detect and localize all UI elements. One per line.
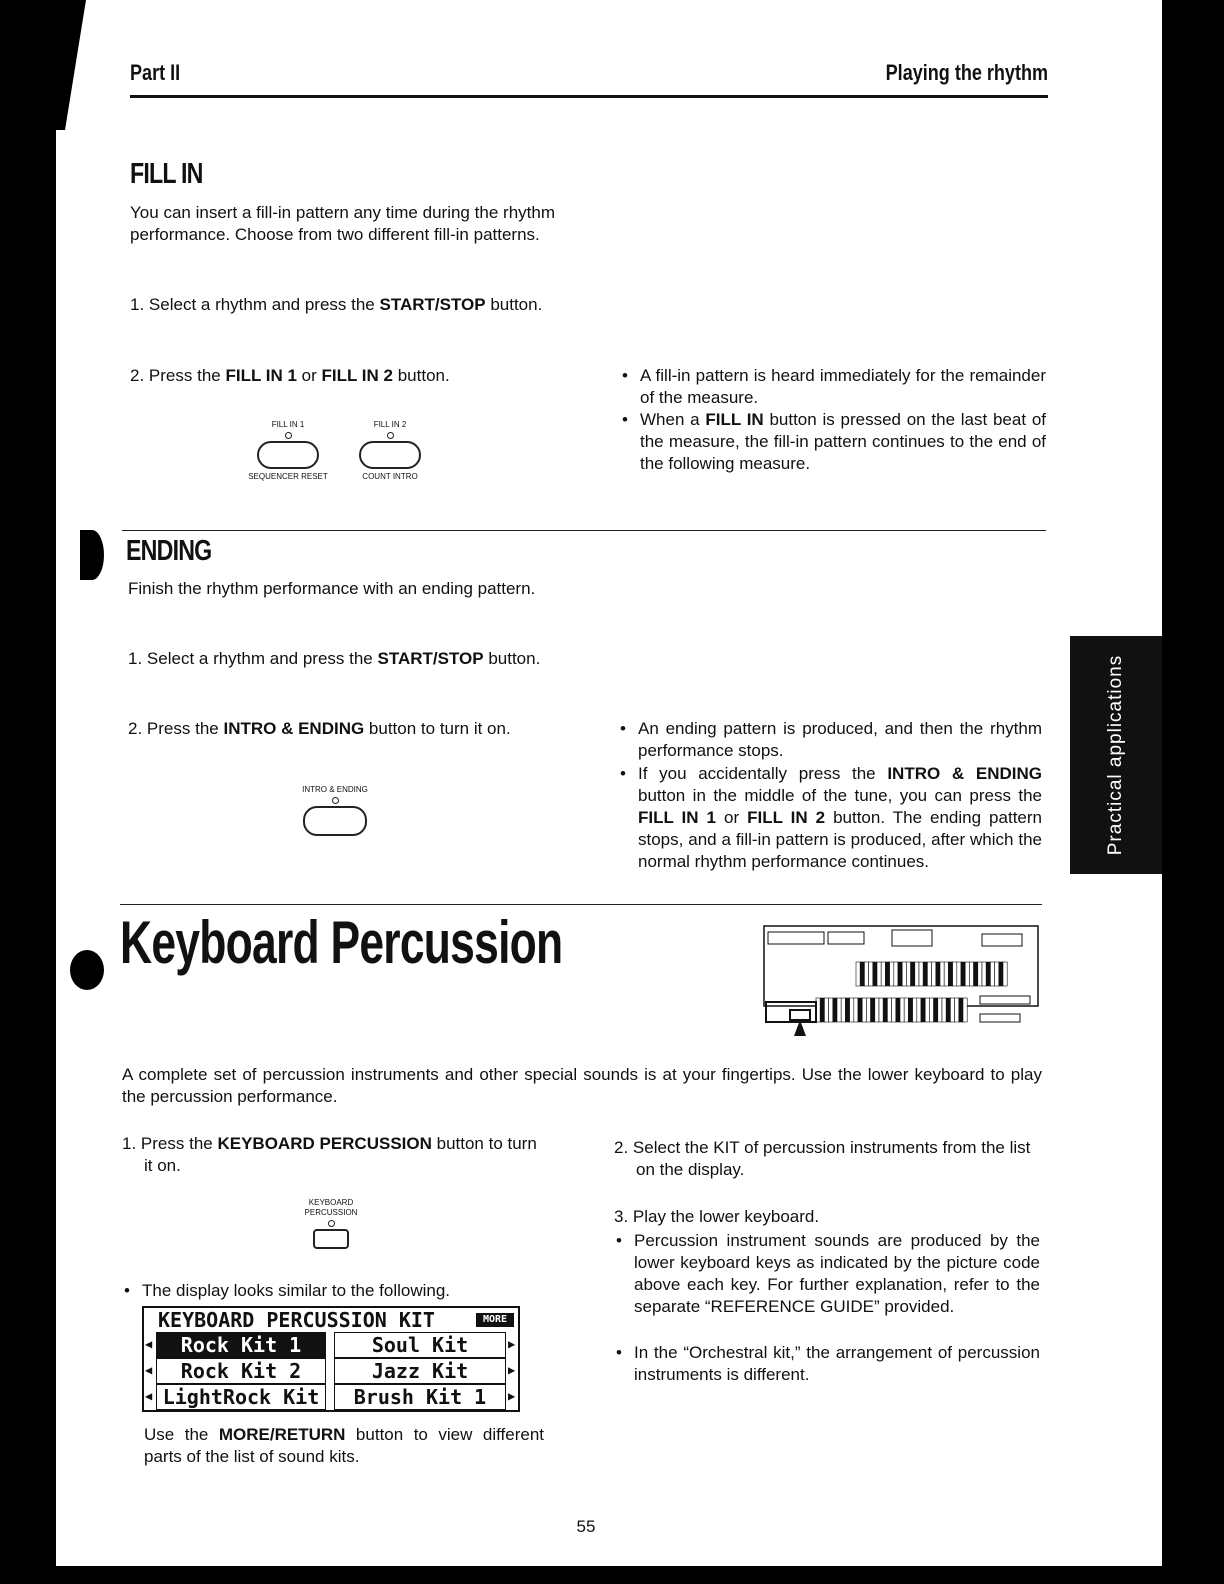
- fill-in-intro: You can insert a fill-in pattern any time during the rhythm performance. Choose from two different fill-in patterns.: [130, 203, 555, 244]
- bullet-text: button in the middle of the tune, you can press the: [638, 786, 1042, 805]
- key: [837, 998, 841, 1022]
- key: [946, 998, 950, 1022]
- key: [858, 998, 862, 1022]
- keyboard-percussion-button-diagram: [296, 1198, 366, 1249]
- key: [875, 998, 879, 1022]
- keyboard-percussion-intro: A complete set of percussion instruments and other special sounds is at your fingertips. Use the lower keyboard to play the percussion performance.: [122, 1065, 1042, 1106]
- kit-option[interactable]: Soul Kit: [334, 1332, 506, 1358]
- header-part: Part II: [130, 60, 181, 85]
- ending-bullet-1: • An ending pattern is produced, and then the rhythm performance stops.: [618, 718, 1042, 762]
- key: [850, 998, 854, 1022]
- key: [969, 962, 973, 986]
- key: [894, 962, 898, 986]
- step-number: 2.: [614, 1138, 629, 1157]
- bullet-bold: FILL IN 1: [638, 808, 716, 827]
- left-arrow-icon: ◀: [145, 1363, 153, 1377]
- kp-step-3: [614, 1206, 1040, 1228]
- step-number: 1.: [130, 295, 145, 314]
- fill-in-bullet-2: [620, 409, 1046, 475]
- key: [866, 998, 870, 1022]
- bullet-text: button. The ending pattern stops, and a fill-in pattern is produced, after which the normal rhythm performance continues.: [638, 808, 1042, 871]
- bullet-text: If you accidentally press the: [638, 764, 888, 783]
- ending-intro: Finish the rhythm performance with an ending pattern.: [128, 579, 536, 598]
- key: [929, 998, 933, 1022]
- step-text: or: [296, 366, 322, 385]
- step-text: button.: [485, 295, 543, 314]
- key: [936, 962, 940, 986]
- key: [927, 962, 931, 986]
- fill-in-bullet-1: • A fill-in pattern is heard immediately for the remainder of the measure.: [620, 365, 1046, 409]
- key: [978, 962, 982, 986]
- step-number: 2.: [130, 366, 145, 385]
- step-text: Select a rhythm and press the: [148, 295, 380, 314]
- step-text: button to turn it on.: [144, 1134, 537, 1175]
- key: [955, 998, 959, 1022]
- step-text: Press the: [146, 719, 224, 738]
- key: [845, 998, 849, 1022]
- key: [932, 962, 936, 986]
- bullet-bold: INTRO & ENDING: [887, 764, 1042, 783]
- key: [950, 998, 954, 1022]
- step-bold: KEYBOARD PERCUSSION: [217, 1134, 432, 1153]
- header-section: Playing the rhythm: [885, 60, 1048, 85]
- fill-in-step-2: [130, 365, 555, 387]
- kit-option[interactable]: Rock Kit 1: [156, 1332, 326, 1358]
- keyboard-percussion-title: Keyboard Percussion: [120, 909, 563, 976]
- step-text: Press the: [140, 1134, 218, 1153]
- button-sublabel: SEQUENCER RESET: [248, 472, 328, 481]
- ending-step-2: [128, 718, 552, 740]
- scan-edge-right: [1162, 0, 1224, 1584]
- key: [974, 962, 978, 986]
- step-text: button.: [483, 649, 541, 668]
- lcd-title: KEYBOARD PERCUSSION KIT: [158, 1308, 435, 1332]
- kp-bullet-1: • Percussion instrument sounds are produced by the lower keyboard keys as indicated by the picture code above each key. For further explanation, refer to the separate “REFERENCE GUIDE” provided.: [614, 1230, 1040, 1318]
- key: [883, 998, 887, 1022]
- step-number: 1.: [128, 649, 143, 668]
- button-sublabel: COUNT INTRO: [362, 472, 418, 481]
- key: [911, 962, 915, 986]
- key: [938, 998, 942, 1022]
- header-rule: [130, 95, 1048, 98]
- key: [948, 962, 952, 986]
- key: [934, 998, 938, 1022]
- button-label: PERCUSSION: [304, 1208, 358, 1217]
- step-number: 2.: [128, 719, 143, 738]
- key: [940, 962, 944, 986]
- key: [873, 962, 877, 986]
- fill-in-2-button-diagram: [350, 420, 430, 482]
- button-label: FILL IN 1: [271, 420, 305, 429]
- step-bold: FILL IN 1: [225, 366, 297, 385]
- scan-edge-notch: [56, 0, 86, 130]
- key: [885, 962, 889, 986]
- organ-panel-illustration: [762, 924, 1040, 1036]
- kit-option[interactable]: LightRock Kit: [156, 1384, 326, 1410]
- key: [877, 962, 881, 986]
- bullet-bold: FILL IN 2: [747, 808, 826, 827]
- lcd-display: [142, 1306, 520, 1412]
- key: [871, 998, 875, 1022]
- kp-bullet-2: • In the “Orchestral kit,” the arrangement of percussion instruments is different.: [614, 1342, 1040, 1386]
- key: [942, 998, 946, 1022]
- key: [829, 998, 833, 1022]
- key: [881, 962, 885, 986]
- key: [896, 998, 900, 1022]
- key: [892, 998, 896, 1022]
- key: [879, 998, 883, 1022]
- step-bold: FILL IN 2: [321, 366, 393, 385]
- note-text: button to view different parts of the list of sound kits.: [144, 1425, 545, 1466]
- button-label: FILL IN 2: [373, 420, 407, 429]
- key: [986, 962, 990, 986]
- button-label: KEYBOARD: [308, 1198, 354, 1207]
- step-bold: START/STOP: [379, 295, 486, 314]
- key: [921, 998, 925, 1022]
- bullet-bold: FILL IN: [705, 410, 764, 429]
- ending-bullet-2: [618, 763, 1042, 873]
- key: [906, 962, 910, 986]
- key: [944, 962, 948, 986]
- button-shape: [303, 806, 367, 836]
- key: [961, 962, 965, 986]
- button-shape: [257, 441, 319, 469]
- margin-mark: [70, 950, 104, 990]
- key: [990, 962, 994, 986]
- page-number: 55: [576, 1517, 596, 1536]
- button-shape: [359, 441, 421, 469]
- right-arrow-icon: ▶: [508, 1389, 516, 1403]
- lower-keyboard: [816, 998, 967, 1022]
- left-arrow-icon: ◀: [145, 1337, 153, 1351]
- step-text: Select a rhythm and press the: [146, 649, 378, 668]
- step-text: Select the KIT of percussion instruments from the list on the display.: [632, 1138, 1031, 1179]
- note-text: Use the: [144, 1425, 219, 1444]
- key: [869, 962, 873, 986]
- more-return-note: [144, 1424, 544, 1468]
- key: [890, 962, 894, 986]
- key: [923, 962, 927, 986]
- scan-edge-bottom: [0, 1566, 1224, 1584]
- key: [900, 998, 904, 1022]
- intro-ending-button-diagram: [290, 785, 380, 836]
- key: [1003, 962, 1007, 986]
- lamp-icon: [328, 1220, 335, 1227]
- key: [854, 998, 858, 1022]
- ending-step-1: [128, 648, 552, 670]
- kit-option[interactable]: Brush Kit 1: [334, 1384, 506, 1410]
- key: [917, 998, 921, 1022]
- kit-option[interactable]: Jazz Kit: [334, 1358, 506, 1384]
- key: [965, 962, 969, 986]
- key: [925, 998, 929, 1022]
- key: [856, 962, 860, 986]
- key: [913, 998, 917, 1022]
- key: [995, 962, 999, 986]
- key: [864, 962, 868, 986]
- step-text: Play the lower keyboard.: [632, 1207, 820, 1226]
- key: [902, 962, 906, 986]
- kp-display-bullet: • The display looks similar to the following.: [122, 1280, 552, 1302]
- key: [820, 998, 824, 1022]
- button-shape: [313, 1229, 349, 1249]
- step-number: 3.: [614, 1207, 629, 1226]
- bullet-text: or: [716, 808, 748, 827]
- kp-step-1: [122, 1133, 548, 1177]
- kit-option[interactable]: Rock Kit 2: [156, 1358, 326, 1384]
- left-arrow-icon: ◀: [145, 1389, 153, 1403]
- key: [862, 998, 866, 1022]
- key: [904, 998, 908, 1022]
- note-bold: MORE/RETURN: [218, 1425, 346, 1444]
- key: [982, 962, 986, 986]
- section-divider: [122, 530, 1046, 531]
- key: [915, 962, 919, 986]
- step-bold: START/STOP: [377, 649, 484, 668]
- upper-keyboard: [856, 962, 1007, 986]
- fill-in-1-button-diagram: [248, 420, 328, 482]
- fill-in-step-1: [130, 294, 555, 316]
- key: [841, 998, 845, 1022]
- key: [963, 998, 967, 1022]
- step-bold: INTRO & ENDING: [223, 719, 365, 738]
- lamp-icon: [332, 797, 339, 804]
- key: [999, 962, 1003, 986]
- margin-mark: [80, 530, 104, 580]
- step-text: button.: [393, 366, 450, 385]
- ending-title: ENDING: [126, 535, 212, 567]
- right-arrow-icon: ▶: [508, 1337, 516, 1351]
- key: [860, 962, 864, 986]
- key: [959, 998, 963, 1022]
- bullet-text: button is pressed on the last beat of the measure, the fill-in pattern continues to the end of the following measure.: [640, 410, 1046, 473]
- side-tab: [1070, 636, 1162, 874]
- step-text: Press the: [148, 366, 226, 385]
- fill-in-title: FILL IN: [130, 158, 203, 190]
- lamp-icon: [387, 432, 394, 439]
- key: [919, 962, 923, 986]
- scan-edge-left: [0, 0, 56, 1584]
- key: [833, 998, 837, 1022]
- kp-step-2: [614, 1137, 1040, 1181]
- key: [887, 998, 891, 1022]
- more-badge: MORE: [476, 1313, 514, 1327]
- right-arrow-icon: ▶: [508, 1363, 516, 1377]
- bullet-text: When a: [640, 410, 706, 429]
- key: [953, 962, 957, 986]
- key: [908, 998, 912, 1022]
- key: [957, 962, 961, 986]
- key: [824, 998, 828, 1022]
- side-tab-label: Practical applications: [1105, 654, 1127, 856]
- step-number: 1.: [122, 1134, 137, 1153]
- step-text: button to turn it on.: [364, 719, 511, 738]
- lamp-icon: [285, 432, 292, 439]
- key: [898, 962, 902, 986]
- button-label: INTRO & ENDING: [302, 785, 368, 794]
- section-divider: [120, 904, 1042, 905]
